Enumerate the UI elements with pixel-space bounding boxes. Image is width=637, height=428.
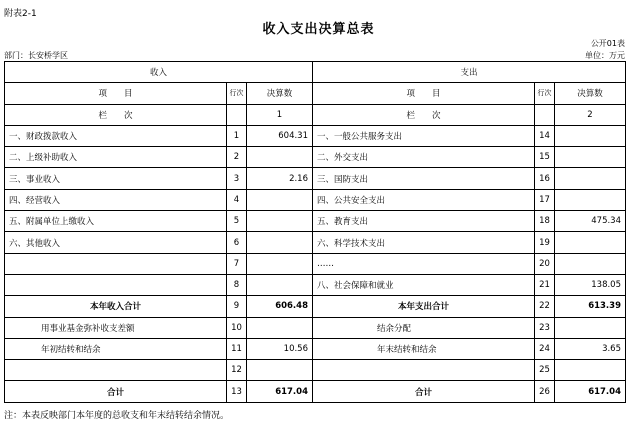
income-amount: 2.16 — [247, 168, 313, 189]
expense-amount — [555, 317, 626, 338]
income-line-number: 4 — [227, 189, 247, 210]
expense-item: 年末结转和结余 — [313, 338, 535, 359]
unit-label: 单位：万元 — [585, 51, 625, 60]
income-item: 四、经营收入 — [5, 189, 227, 210]
expense-line-number: 17 — [535, 189, 555, 210]
column-index-row — [5, 104, 626, 125]
expense-amount-header: 决算数 — [555, 83, 626, 104]
expense-item: …… — [313, 253, 535, 274]
income-amount — [247, 232, 313, 253]
table-row — [5, 147, 626, 168]
income-item: 三、事业收入 — [5, 168, 227, 189]
income-index-label: 栏 次 — [5, 104, 227, 125]
income-item: 一、财政拨款收入 — [5, 125, 227, 146]
expense-line-number: 16 — [535, 168, 555, 189]
income-index-number: 1 — [247, 104, 313, 125]
page-title: 收入支出决算总表 — [262, 22, 375, 37]
department-label: 部门：长安桥学区 — [4, 51, 68, 60]
expense-index-line — [535, 104, 555, 125]
attachment-label: 附表2-1 — [4, 9, 37, 19]
expense-amount — [555, 253, 626, 274]
table-row — [5, 125, 626, 146]
income-amount: 10.56 — [247, 338, 313, 359]
income-line-number: 2 — [227, 147, 247, 168]
income-item — [5, 253, 227, 274]
income-index-line — [227, 104, 247, 125]
expense-amount — [555, 360, 626, 381]
income-line-header: 行次 — [227, 83, 247, 104]
income-item-header: 项 目 — [5, 83, 227, 104]
expense-line-number: 15 — [535, 147, 555, 168]
footnote: 注：本表反映部门本年度的总收支和年末结转结余情况。 — [4, 411, 230, 421]
expense-line-number: 20 — [535, 253, 555, 274]
income-line-number: 8 — [227, 274, 247, 295]
income-item: 二、上级补助收入 — [5, 147, 227, 168]
income-amount: 604.31 — [247, 125, 313, 146]
table-row — [5, 317, 626, 338]
column-header-row — [5, 83, 626, 104]
expense-item: 三、国防支出 — [313, 168, 535, 189]
table-row — [5, 232, 626, 253]
table-row — [5, 253, 626, 274]
table-row — [5, 360, 626, 381]
income-line-number: 9 — [227, 296, 247, 317]
income-amount — [247, 211, 313, 232]
income-amount — [247, 274, 313, 295]
table-row — [5, 274, 626, 295]
expense-amount: 3.65 — [555, 338, 626, 359]
expense-item: 本年支出合计 — [313, 296, 535, 317]
income-item: 合计 — [5, 381, 227, 402]
income-item: 用事业基金弥补收支差额 — [5, 317, 227, 338]
expense-amount — [555, 189, 626, 210]
income-amount — [247, 147, 313, 168]
income-line-number: 5 — [227, 211, 247, 232]
expense-line-number: 19 — [535, 232, 555, 253]
expense-line-number: 14 — [535, 125, 555, 146]
income-item: 本年收入合计 — [5, 296, 227, 317]
table-row — [5, 189, 626, 210]
expense-amount — [555, 125, 626, 146]
expense-line-number: 22 — [535, 296, 555, 317]
expense-amount: 613.39 — [555, 296, 626, 317]
income-amount: 617.04 — [247, 381, 313, 402]
expense-item: 四、公共安全支出 — [313, 189, 535, 210]
expense-amount: 475.34 — [555, 211, 626, 232]
income-group-header: 收入 — [5, 62, 313, 83]
income-line-number: 7 — [227, 253, 247, 274]
expense-amount: 138.05 — [555, 274, 626, 295]
expense-item — [313, 360, 535, 381]
table-row — [5, 168, 626, 189]
expense-line-number: 18 — [535, 211, 555, 232]
expense-line-number: 21 — [535, 274, 555, 295]
income-amount — [247, 253, 313, 274]
table-row — [5, 211, 626, 232]
income-line-number: 11 — [227, 338, 247, 359]
budget-summary-table — [4, 61, 626, 403]
expense-line-number: 26 — [535, 381, 555, 402]
expense-item: 合计 — [313, 381, 535, 402]
income-item — [5, 274, 227, 295]
income-amount-header: 决算数 — [247, 83, 313, 104]
income-item: 年初结转和结余 — [5, 338, 227, 359]
income-line-number: 10 — [227, 317, 247, 338]
expense-group-header: 支出 — [313, 62, 626, 83]
form-number: 公开01表 — [590, 39, 625, 48]
expense-item: 五、教育支出 — [313, 211, 535, 232]
income-line-number: 13 — [227, 381, 247, 402]
income-item: 六、其他收入 — [5, 232, 227, 253]
income-line-number: 1 — [227, 125, 247, 146]
expense-line-number: 25 — [535, 360, 555, 381]
table-row — [5, 296, 626, 317]
expense-item: 二、外交支出 — [313, 147, 535, 168]
expense-index-label: 栏 次 — [313, 104, 535, 125]
income-item: 五、附属单位上缴收入 — [5, 211, 227, 232]
table-row — [5, 338, 626, 359]
income-amount — [247, 189, 313, 210]
expense-amount — [555, 147, 626, 168]
expense-item: 八、社会保障和就业 — [313, 274, 535, 295]
expense-amount: 617.04 — [555, 381, 626, 402]
expense-item-header: 项 目 — [313, 83, 535, 104]
group-header-row — [5, 62, 626, 83]
expense-line-number: 24 — [535, 338, 555, 359]
expense-item: 一、一般公共服务支出 — [313, 125, 535, 146]
income-line-number: 6 — [227, 232, 247, 253]
expense-line-number: 23 — [535, 317, 555, 338]
table-row — [5, 381, 626, 402]
income-amount — [247, 317, 313, 338]
income-line-number: 12 — [227, 360, 247, 381]
expense-amount — [555, 232, 626, 253]
income-amount: 606.48 — [247, 296, 313, 317]
income-line-number: 3 — [227, 168, 247, 189]
expense-item: 结余分配 — [313, 317, 535, 338]
expense-amount — [555, 168, 626, 189]
income-amount — [247, 360, 313, 381]
expense-index-number: 2 — [555, 104, 626, 125]
expense-line-header: 行次 — [535, 83, 555, 104]
expense-item: 六、科学技术支出 — [313, 232, 535, 253]
income-item — [5, 360, 227, 381]
